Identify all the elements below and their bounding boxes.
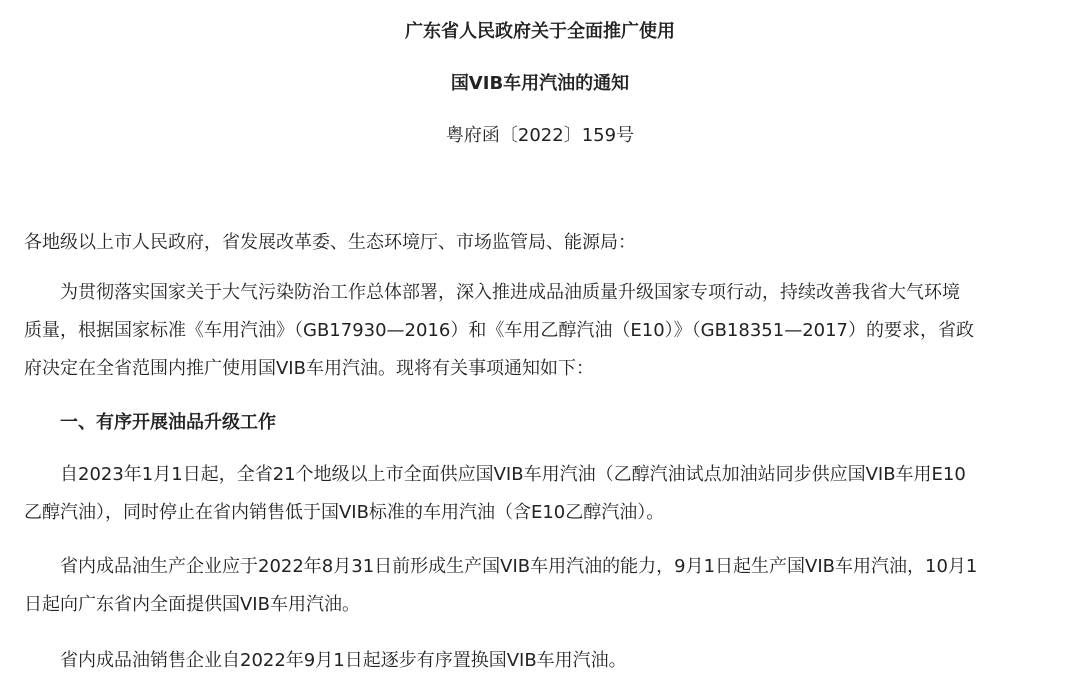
paragraph-line: 日起向广东省内全面提供国VIB车用汽油。 xyxy=(24,594,360,615)
paragraph-line: 自2023年1月1日起，全省21个地级以上市全面供应国VIB车用汽油（乙醇汽油试点加油站同步供应国VIB车用E10 xyxy=(60,464,966,485)
paragraph-line: 省内成品油销售企业自2022年9月1日起逐步有序置换国VIB车用汽油。 xyxy=(60,650,627,671)
paragraph-line: 质量，根据国家标准《车用汽油》（GB17930—2016）和《车用乙醇汽油（E10）》（GB18351—2017）的要求，省政 xyxy=(24,320,975,341)
addressee: 各地级以上市人民政府，省发展改革委、生态环境厅、市场监管局、能源局： xyxy=(24,232,636,253)
paragraph-production xyxy=(24,548,1057,624)
section-heading-1: 一、有序开展油品升级工作 xyxy=(60,412,276,433)
document-title-line-1: 广东省人民政府关于全面推广使用 xyxy=(405,21,675,42)
paragraph-line: 为贯彻落实国家关于大气污染防治工作总体部署，深入推进成品油质量升级国家专项行动，持续改善我省大气环境 xyxy=(60,282,960,303)
document-title-line-2: 国VIB车用汽油的通知 xyxy=(450,73,630,94)
paragraph-supply xyxy=(24,456,1057,532)
paragraph-line: 省内成品油生产企业应于2022年8月31日前形成生产国VIB车用汽油的能力，9月1日起生产国VIB车用汽油，10月1 xyxy=(60,556,978,577)
paragraph-intro xyxy=(24,274,1057,388)
paragraph-line: 府决定在全省范围内推广使用国VIB车用汽油。现将有关事项通知如下： xyxy=(24,358,594,379)
paragraph-line: 乙醇汽油），同时停止在省内销售低于国VIB标准的车用汽油（含E10乙醇汽油）。 xyxy=(24,502,665,523)
paragraph-sales xyxy=(24,642,1057,680)
document-number: 粤府函〔2022〕159号 xyxy=(445,125,635,146)
